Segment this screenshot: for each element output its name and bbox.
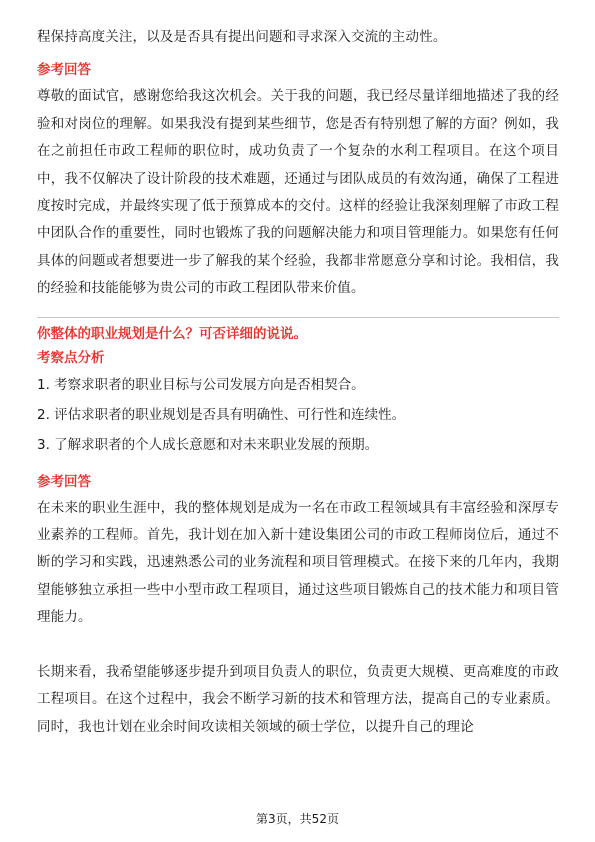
- reference-answer-paragraph: 长期来看，我希望能够逐步提升到项目负责人的职位，负责更大规模、更高难度的市政工程项目。在这个过程中，我会不断学习新的技术和管理方法，提高自己的专业素质。同时，我也计划在业余时间攻读相关领域的硕士学位，以提升自己的理论: [37, 663, 559, 735]
- reference-answer-label: 参考回答: [37, 473, 91, 490]
- intro-tail-text: 程保持高度关注，以及是否具有提出问题和寻求深入交流的主动性。: [37, 29, 447, 45]
- page-content: [37, 24, 559, 741]
- reference-answer-paragraph: 在未来的职业生涯中，我的整体规划是成为一名在市政工程领域具有丰富经验和深厚专业素养的工程师。首先，我计划在加入新十建设集团公司的市政工程师岗位后，通过不断的学习和实践，迅速熟悉公司的业务流程和项目管理模式。在接下来的几年内，我期望能够独立承担一些中小型市政工程项目，通过这些项目锻炼自己的技术能力和项目管理能力。: [37, 499, 559, 626]
- reference-answer-label: 参考回答: [37, 62, 91, 79]
- analysis-point: 2. 评估求职者的职业规划是否具有明确性、可行性和连续性。: [37, 406, 406, 423]
- analysis-point: 1. 考察求职者的职业目标与公司发展方向是否相契合。: [37, 376, 365, 393]
- page-number: 第3页，共52页: [256, 812, 339, 826]
- reference-answer-text: 尊敬的面试官，感谢您给我这次机会。关于我的问题，我已经尽量详细地描述了我的经验和对岗位的理解。如果我没有提到某些细节，您是否有特别想了解的方面？例如，我在之前担任市政工程师的职位时，成功负责了一个复杂的水利工程项目。在这个项目中，我不仅解决了设计阶段的技术难题，还通过与团队成员的有效沟通，确保了工程进度按时完成，并最终实现了低于预算成本的交付。这样的经验让我深刻理解了市政工程中团队合作的重要性，同时也锻炼了我的问题解决能力和项目管理能力。如果您有任何具体的问题或者想要进一步了解我的某个经验，我都非常愿意分享和讨论。我相信，我的经验和技能能够为贵公司的市政工程团队带来价值。: [37, 88, 559, 297]
- question-title: 你整体的职业规划是什么？可否详细的说说。: [37, 325, 307, 342]
- analysis-label: 考察点分析: [37, 349, 105, 366]
- analysis-point: 3. 了解求职者的个人成长意愿和对未来职业发展的预期。: [37, 436, 379, 453]
